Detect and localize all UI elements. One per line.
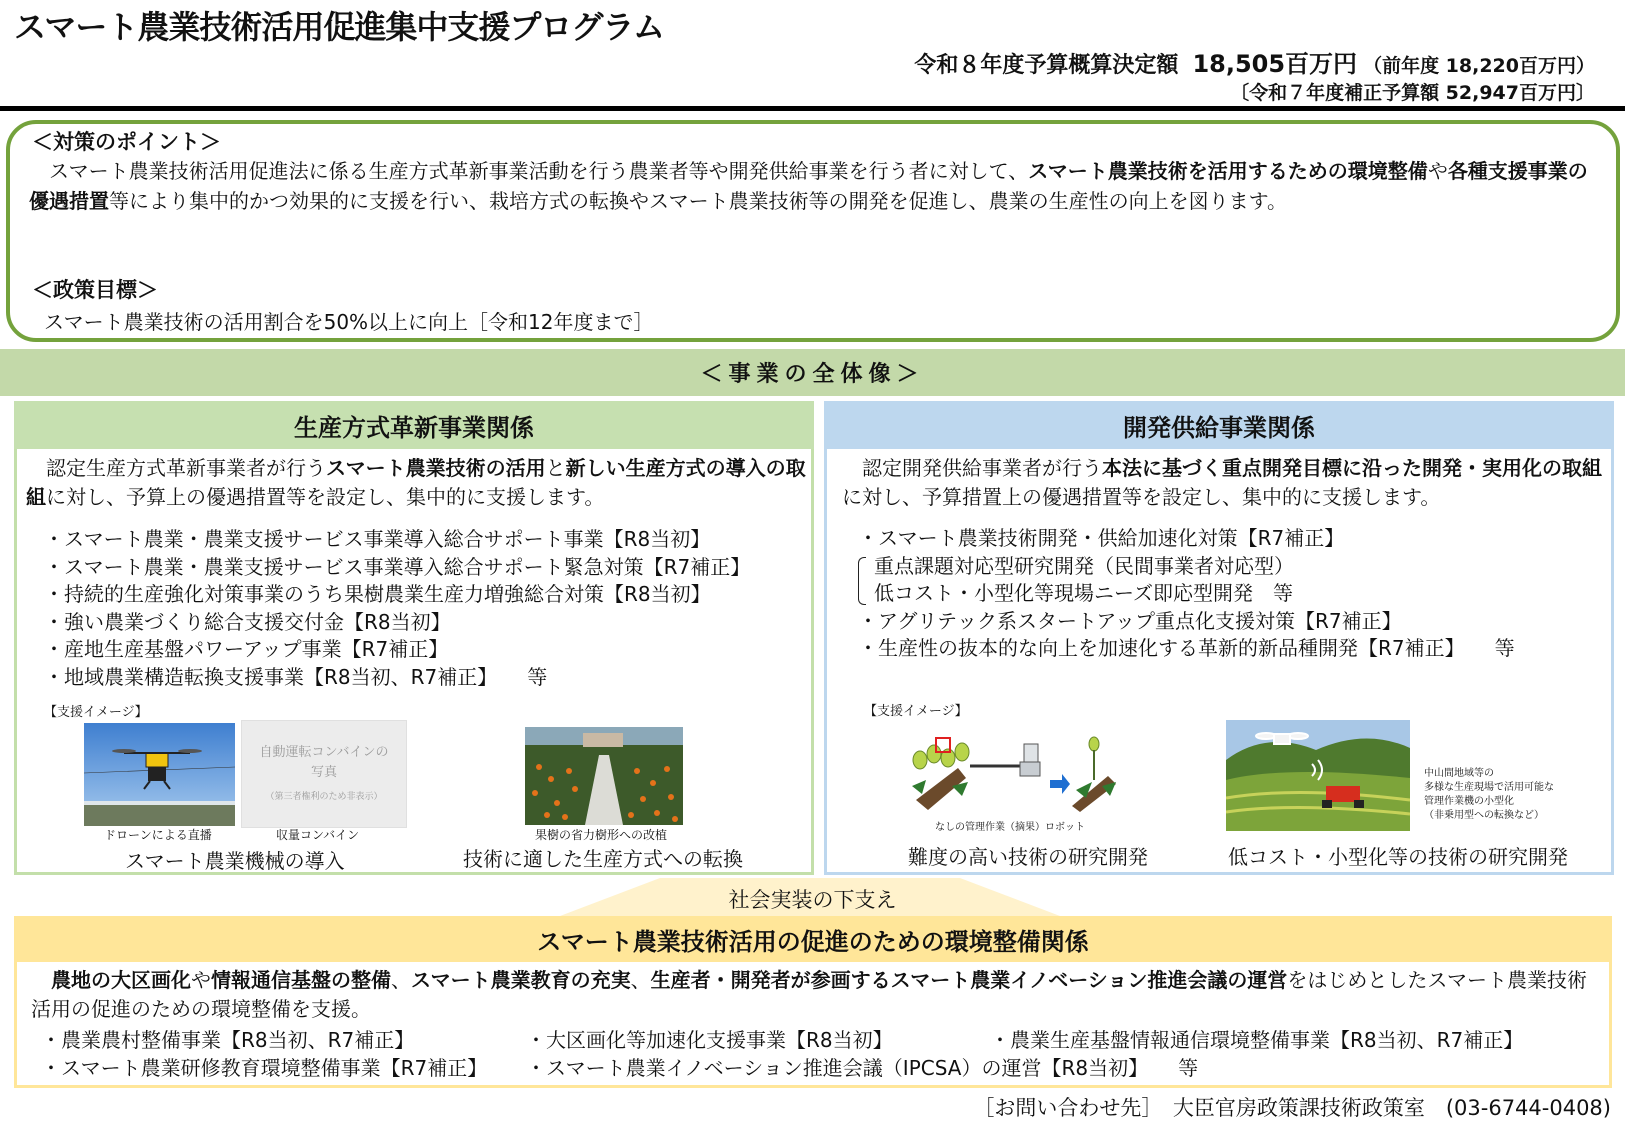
right-item-list <box>858 525 1515 663</box>
env-bold: 情報通信基盤の整備 <box>211 968 391 992</box>
points-text: 等により集中的かつ効果的に支援を行い、栽培方式の転換やスマート農業技術等の開発を促進し、農業の生産性の向上を図ります。 <box>109 189 1287 213</box>
field-robot-note <box>1424 767 1554 823</box>
sub-item: 低コスト・小型化等現場ニーズ即応型開発 等 <box>874 581 1293 605</box>
budget-amount: 18,505百万円 <box>1192 50 1358 78</box>
sub-item: 重点課題対応型研究開発（民間事業者対応型） <box>874 553 1294 578</box>
combine-caption: 収量コンバイン <box>276 828 360 842</box>
list-item: ・生産性の抜本的な向上を加速化する革新的新品種開発【R7補正】 等 <box>858 636 1515 660</box>
right-support-label: 【支援イメージ】 <box>864 704 968 719</box>
budget-line <box>914 44 1595 79</box>
list-item: ・スマート農業技術開発・供給加速化対策【R7補正】 <box>858 526 1345 550</box>
left-intro-text: と <box>545 456 566 480</box>
left-item-list <box>44 526 750 691</box>
env-text: や <box>191 968 211 992</box>
env-bold: 農地の大区画化 <box>51 968 191 992</box>
env-item: ・農業農村整備事業【R8当初、R7補正】 <box>41 1028 415 1052</box>
env-text: 、 <box>391 968 411 992</box>
field-robot-photo <box>1226 720 1410 831</box>
left-caption-1: スマート農業機械の導入 <box>125 849 345 873</box>
goal-heading: ＜政策目標＞ <box>32 278 158 302</box>
left-intro-text: 認定生産方式革新事業者が行う <box>46 456 326 480</box>
right-intro-text: 認定開発供給事業者が行う <box>862 456 1102 480</box>
goal-body: スマート農業技術の活用割合を50%以上に向上［令和12年度まで］ <box>44 310 654 334</box>
list-item: ・アグリテック系スタートアップ重点化支援対策【R7補正】 <box>858 608 1402 633</box>
environment-heading: スマート農業技術活用の促進のための環境整備関係 <box>14 916 1612 962</box>
note-line: （非乗用型への転換など） <box>1424 810 1544 821</box>
supplementary-budget: 〔令和７年度補正予算額 52,947百万円〕 <box>1230 82 1595 104</box>
left-support-label: 【支援イメージ】 <box>44 705 148 720</box>
combine-photo-placeholder <box>241 720 407 828</box>
list-item: ・持続的生産強化対策事業のうち果樹農業生産力増強総合対策【R8当初】 <box>44 582 711 606</box>
env-text: をはじめとしたスマート農業技術活用の促進のための環境整備を支援。 <box>31 968 1588 1021</box>
sub-item-group <box>858 553 1515 608</box>
points-text: や <box>1427 159 1448 183</box>
env-item: ・農業生産基盤情報通信環境整備事業【R8当初、R7補正】 <box>990 1028 1524 1052</box>
right-caption-1: 難度の高い技術の研究開発 <box>908 845 1148 869</box>
list-item: ・強い農業づくり総合支援交付金【R8当初】 <box>44 609 451 634</box>
environment-body <box>31 966 1601 1024</box>
left-caption-2: 技術に適した生産方式への転換 <box>463 847 743 871</box>
note-line: 管理作業機の小型化 <box>1424 796 1514 807</box>
placeholder-text: 自動運転コンバインの写真 <box>259 745 389 780</box>
env-bold: 生産者・開発者が参画するスマート農業イノベーション推進会議の運営 <box>650 968 1288 992</box>
points-bold: 各種支援事業の優遇措置 <box>29 159 1588 213</box>
env-bold: スマート農業教育の充実 <box>411 968 631 992</box>
env-item: ・スマート農業研修教育環境整備事業【R7補正】 <box>41 1056 488 1080</box>
right-intro-text: に対し、予算措置上の優遇措置等を設定し、集中的に支援します。 <box>842 485 1441 509</box>
page-title: スマート農業技術活用促進集中支援プログラム <box>14 8 665 46</box>
env-text: 、 <box>630 968 651 992</box>
pear-robot-illustration <box>908 730 1128 812</box>
left-intro <box>26 454 806 512</box>
right-intro <box>842 454 1602 512</box>
left-intro-bold: 新しい生産方式の導入の取組 <box>26 456 806 509</box>
env-item: ・スマート農業イノベーション推進会議（IPCSA）の運営【R8当初】 等 <box>526 1056 1199 1080</box>
budget-label: 令和８年度予算概算決定額 <box>914 53 1179 78</box>
orchard-caption: 果樹の省力樹形への改植 <box>535 828 668 842</box>
header-divider <box>0 106 1625 111</box>
list-item: ・スマート農業・農業支援サービス事業導入総合サポート緊急対策【R7補正】 <box>44 554 751 579</box>
list-item: ・産地生産基盤パワーアップ事業【R7補正】 <box>44 637 449 661</box>
list-item: ・地域農業構造転換支援事業【R8当初、R7補正】 等 <box>44 664 548 689</box>
budget-previous: （前年度 18,220百万円） <box>1363 55 1595 77</box>
left-intro-text: に対し、予算上の優遇措置等を設定し、集中的に支援します。 <box>46 485 605 509</box>
list-item: ・スマート農業・農業支援サービス事業導入総合サポート事業【R8当初】 <box>44 527 711 551</box>
right-caption-2: 低コスト・小型化等の技術の研究開発 <box>1228 845 1568 869</box>
overview-title: ＜事業の全体像＞ <box>0 349 1625 396</box>
points-heading: ＜対策のポイント＞ <box>32 130 221 154</box>
support-text: 社会実装の下支え <box>728 888 897 912</box>
drone-caption: ドローンによる直播 <box>104 828 212 842</box>
left-panel-heading: 生産方式革新事業関係 <box>14 401 814 449</box>
left-intro-bold: スマート農業技術の活用 <box>326 456 546 480</box>
bracket <box>858 557 866 605</box>
drone-photo <box>84 723 235 826</box>
contact-info: ［お問い合わせ先］ 大臣官房政策課技術政策室 (03-6744-0408) <box>973 1096 1611 1120</box>
note-line: 中山間地域等の <box>1424 768 1494 779</box>
placeholder-note: （第三者権利のため非表示） <box>265 792 383 802</box>
points-text: スマート農業技術活用促進法に係る生産方式革新事業活動を行う農業者等や開発供給事業を行う者に対して、 <box>49 159 1029 183</box>
points-body <box>29 156 1604 216</box>
right-panel-heading: 開発供給事業関係 <box>824 401 1614 449</box>
pear-robot-caption: なしの管理作業（摘果）ロボット <box>935 822 1085 833</box>
points-bold: スマート農業技術を活用するための環境整備 <box>1028 159 1428 183</box>
orchard-photo <box>525 727 683 825</box>
note-line: 多様な生産現場で活用可能な <box>1424 782 1554 793</box>
right-intro-bold: 本法に基づく重点開発目標に沿った開発・実用化の取組 <box>1102 456 1602 480</box>
env-item: ・大区画化等加速化支援事業【R8当初】 <box>526 1028 893 1052</box>
